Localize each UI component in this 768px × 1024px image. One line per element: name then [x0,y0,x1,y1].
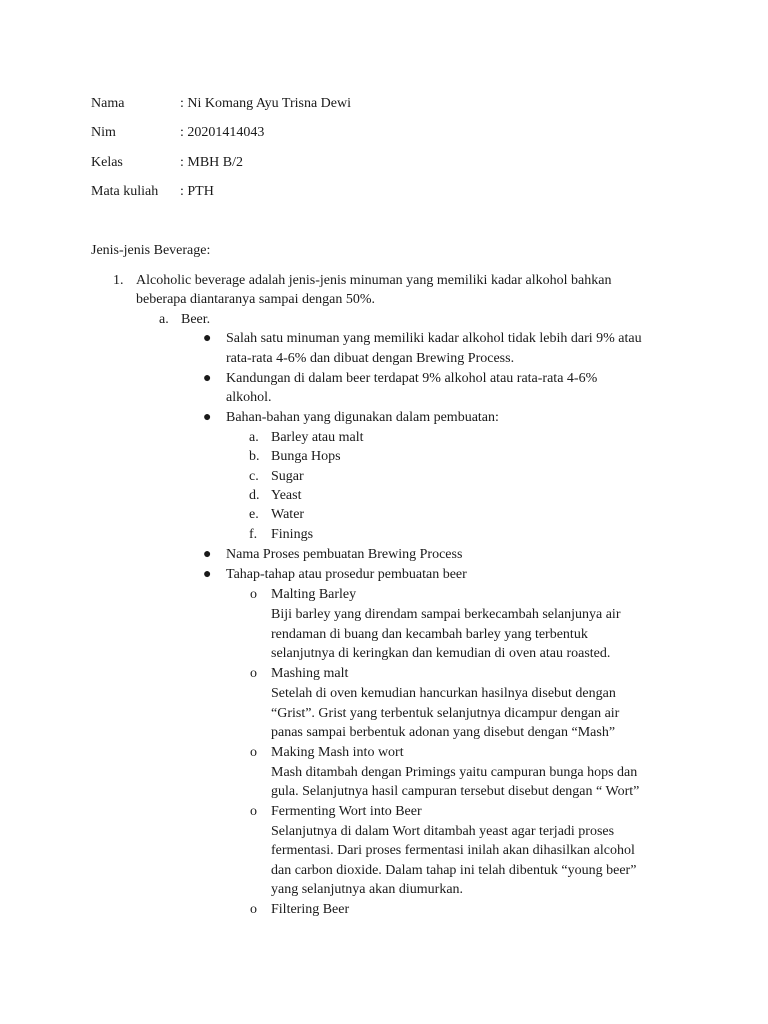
bullet-icon: ● [203,371,212,386]
circle-bullet-icon: o [250,745,257,760]
ingredient-text: Water [271,507,305,522]
step2-line3: panas sampai berbentuk adonan yang disebut dengan “Mash” [271,725,616,740]
step3-line2: gula. Selanjutnya hasil campuran tersebut disebut dengan “ Wort” [271,784,640,799]
circle-bullet-icon: o [250,587,257,602]
ingredient-text: Barley atau malt [271,430,364,445]
ingredient-letter: f. [249,527,258,542]
ingredient-text: Yeast [271,488,302,503]
ingredient-letter: a. [249,430,259,445]
step2-line2: “Grist”. Grist yang terbentuk selanjutnya dicampur dengan air [271,706,620,721]
ingredient-text: Finings [271,527,314,542]
bullet-icon: ● [203,547,212,562]
circle-bullet-icon: o [250,804,257,819]
bullet3-line1: Bahan-bahan yang digunakan dalam pembuatan: [226,410,499,425]
step2-title: Mashing malt [271,666,349,681]
ingredient-text: Bunga Hops [271,449,341,464]
item1-line2: beberapa diantaranya sampai dengan 50%. [136,292,376,307]
ingredient-letter: d. [249,488,260,503]
kelas-value: : MBH B/2 [180,155,244,170]
nama-value: : Ni Komang Ayu Trisna Dewi [180,96,352,111]
item1-line1: Alcoholic beverage adalah jenis-jenis minuman yang memiliki kadar alkohol bahkan [136,273,612,288]
bullet-icon: ● [203,410,212,425]
sub-letter-a: a. [159,312,169,327]
bullet5-line1: Tahap-tahap atau prosedur pembuatan beer [226,567,467,582]
step4-line1: Selanjutnya di dalam Wort ditambah yeast agar terjadi proses [271,824,615,839]
step1-line3: selanjutnya di keringkan dan kemudian di oven atau roasted. [271,646,611,661]
matkul-value: : PTH [180,184,214,199]
ingredient-letter: b. [249,449,260,464]
ingredient-letter: c. [249,469,259,484]
step3-title: Making Mash into wort [271,745,404,760]
section-title: Jenis-jenis Beverage: [91,243,211,258]
step1-line1: Biji barley yang direndam sampai berkecambah selanjunya air [271,607,621,622]
step4-line2: fermentasi. Dari proses fermentasi inilah akan dihasilkan alcohol [271,843,635,858]
nim-label: Nim [91,125,116,140]
sub-a-label: Beer. [181,312,211,327]
bullet1-line1: Salah satu minuman yang memiliki kadar alkohol tidak lebih dari 9% atau [226,331,642,346]
ingredient-letter: e. [249,507,259,522]
step4-title: Fermenting Wort into Beer [271,804,422,819]
ingredient-text: Sugar [271,469,304,484]
step4-line3: dan carbon dioxide. Dalam tahap ini telah dibentuk “young beer” [271,863,637,878]
step4-line4: yang selanjutnya akan diumurkan. [271,882,464,897]
circle-bullet-icon: o [250,902,257,917]
step1-line2: rendaman di buang dan kecambah barley yang terbentuk [271,627,588,642]
step5-title: Filtering Beer [271,902,350,917]
step2-line1: Setelah di oven kemudian hancurkan hasilnya disebut dengan [271,686,616,701]
circle-bullet-icon: o [250,666,257,681]
bullet2-line2: alkohol. [226,390,272,405]
step1-title: Malting Barley [271,587,357,602]
matkul-label: Mata kuliah [91,184,159,199]
nim-value: : 20201414043 [180,125,265,140]
nama-label: Nama [91,96,125,111]
bullet-icon: ● [203,567,212,582]
step3-line1: Mash ditambah dengan Primings yaitu campuran bunga hops dan [271,765,638,780]
kelas-label: Kelas [91,155,123,170]
list-number-1: 1. [113,273,124,288]
bullet2-line1: Kandungan di dalam beer terdapat 9% alkohol atau rata-rata 4-6% [226,371,598,386]
bullet1-line2: rata-rata 4-6% dan dibuat dengan Brewing Process. [226,351,515,366]
bullet-icon: ● [203,331,212,346]
bullet4-line1: Nama Proses pembuatan Brewing Process [226,547,463,562]
